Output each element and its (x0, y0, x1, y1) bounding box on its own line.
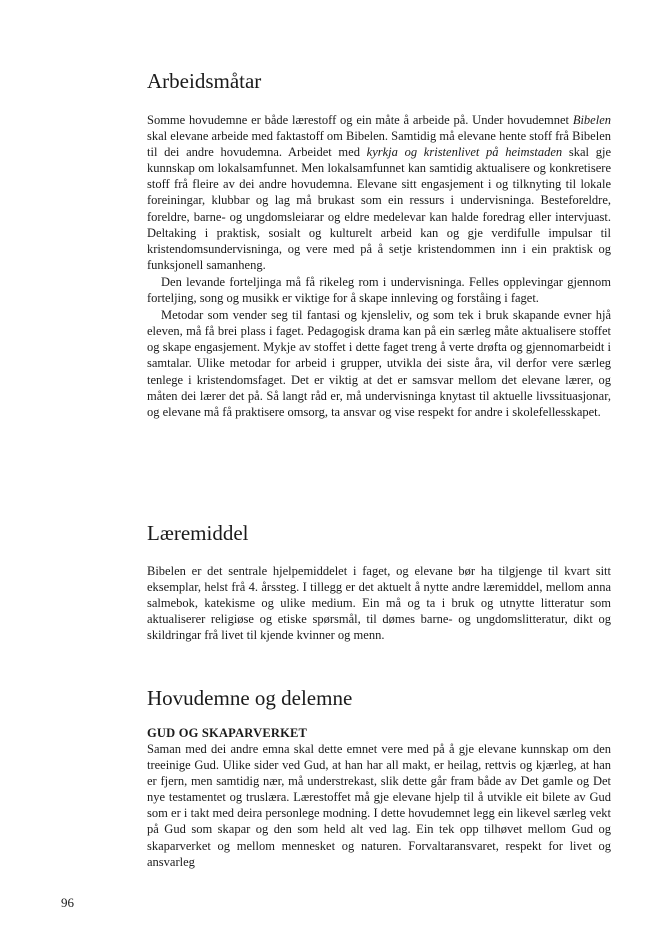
section-body-arbeidsmatar (147, 112, 611, 420)
page-number: 96 (61, 895, 74, 910)
subheading-gud-og-skaparverket: GUD OG SKAPARVERKET (147, 726, 308, 740)
italic-text-run: kyrkja og kristenlivet på heimstaden (366, 145, 563, 160)
section-title-laeremiddel: Læremiddel (147, 521, 249, 545)
text-run: Metodar som vender seg til fantasi og kjensleliv, og som tek i bruk skapande evner hjå eleven, må få brei plass i faget. Pedagogisk drama kan på ein særleg måte aktualisere stoffet og skape engasjement. Mykje av stoffet i dette faget treng å verte drøfta og gjennomarbeidt i samtalar. Ulike metodar for arbeid i grupper, utvikla dei siste åra, vil derfor vere særleg tenlege i kristendomsfaget. Det er viktig at det er samsvar mellom det elevane lærer, og måten dei lærer det på. Så langt råd er, må undervisninga knytast til aktuelle livssituasjonar, og elevane må få praktisere omsorg, ta ansvar og vise respekt for andre i skolefellesskapet. (147, 308, 611, 419)
paragraph (147, 274, 611, 306)
text-run: Somme hovudemne er både lærestoff og ein måte å arbeide på. Under hovudemnet (147, 113, 573, 127)
section-body-hovudemne (147, 741, 611, 870)
section-body-laeremiddel (147, 563, 611, 643)
text-run: Bibelen er det sentrale hjelpemiddelet i faget, og elevane bør ha tilgjenge til kvart sitt eksemplar, helst frå 4. årssteg. I tillegg er det aktuelt å nytte andre læremiddel, mellom anna salmebok, katekisme og ulike medium. Ein må og ta i bruk og utnytte litteratur som aktualiserer religiøse og etiske spørsmål, til dømes barne- og ungdomslitteratur, dikt og skildringar frå livet til kjende kvinner og menn. (147, 564, 611, 643)
text-run: skal gje kunnskap om lokalsamfunnet. Men lokalsamfunnet kan samtidig aktualisere og konkretisere stoff frå fleire av dei andre hovudemna. Elevane sitt engasjement i og tilknyting til lokale foreiningar, klubbar og lag må brukast som ein ressurs i undervisninga. Besteforeldre, foreldre, barne- og ungdomsleiarar og eldre medelevar kan halde foredrag eller intervjuast. Deltaking i praktisk, sosialt og kulturelt arbeid kan og gje verdifulle impulsar til kristendomsundervisninga, og vere med på å setje kristendommen inn i ein praktisk og funksjonell samanheng. (147, 145, 611, 272)
paragraph (147, 112, 611, 273)
paragraph (147, 563, 611, 643)
section-title-hovudemne: Hovudemne og delemne (147, 686, 353, 710)
text-run: skal elevane arbeide med faktastoff om Bibelen. Samtidig må elevane hente stoff frå Bibelen til dei andre hovudemna. Arbeidet med (147, 129, 611, 160)
italic-text-run: Bibelen (572, 113, 611, 127)
section-title-arbeidsmatar: Arbeidsmåtar (147, 69, 262, 93)
text-run: Saman med dei andre emna skal dette emnet vere med på å gje elevane kunnskap om den treeinige Gud. Ulike sider ved Gud, at han har all makt, er heilag, rettvis og kjærleg, at han er fjern, men samtidig nær, må understrekast, slik dette går fram både av Det gamle og Det nye testamentet og truslæra. Lærestoffet må gje elevane hjelp til å utvikle eit bilete av Gud som er i takt med deira personlege modning. I dette hovudemnet legg ein likevel særleg vekt på Gud som skapar og den som held alt ved lag. Ein tek opp tilhøvet mellom Gud og skaparverket og mellom mennesket og naturen. Forvaltaransvaret, respekt for livet og ansvarleg (147, 742, 611, 869)
paragraph (147, 741, 611, 870)
text-run: Den levande forteljinga må få rikeleg rom i undervisninga. Felles opplevingar gjennom forteljing, song og musikk er viktige for å skape innleving og forståing i faget. (147, 274, 611, 306)
paragraph (147, 307, 611, 420)
